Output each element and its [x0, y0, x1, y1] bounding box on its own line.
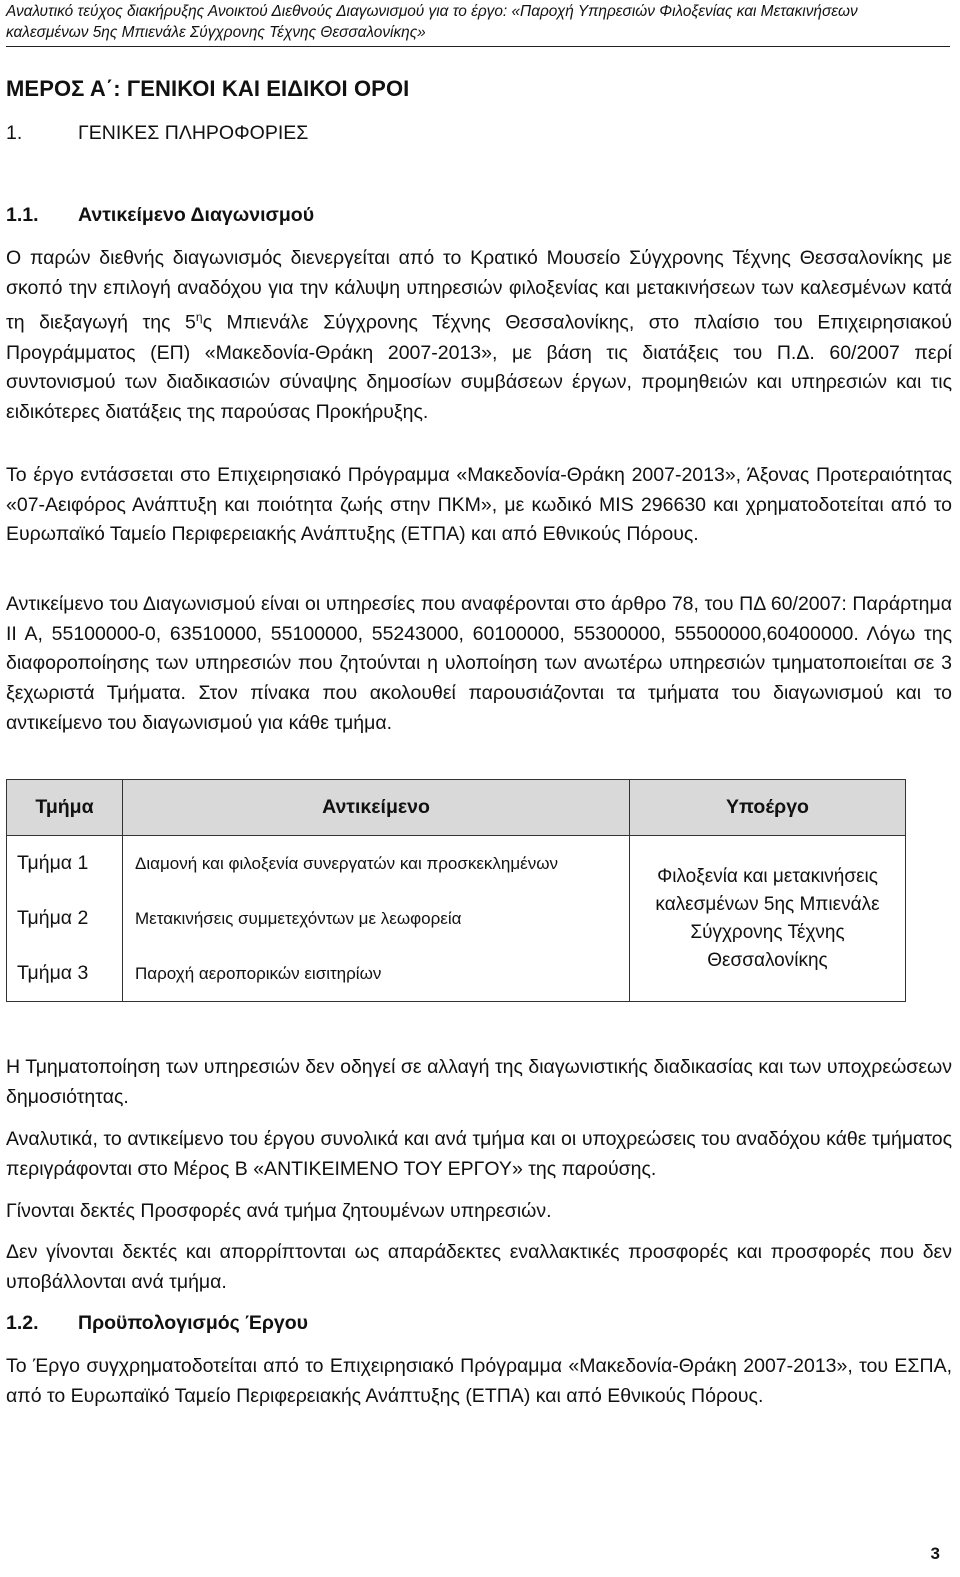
paragraph-4: Η Τμηματοποίηση των υπηρεσιών δεν οδηγεί σε αλλαγή της διαγωνιστικής διαδικασίας και των υποχρεώσεων δημοσιότητας.	[6, 1056, 952, 1108]
paragraph-3: Αντικείμενο του Διαγωνισμού είναι οι υπηρεσίες που αναφέρονται στο άρθρο 78, του ΠΔ 60/2007: Παράρτημα ΙΙ Α, 55100000-0, 63510000, 55100000, 55243000, 60100000, 55300000, 55500000,60400000. Λόγω της διαφοροποίησης των υπηρεσιών που ζητούνται η υλοποίηση των ανωτέρω υπηρεσιών τμηματοποιείται σε 3 ξεχωριστά Τμήματα. Στον πίνακα που ακολουθεί παρουσιάζονται τα τμήματα του διαγωνισμού και το αντικείμενο του διαγωνισμού για κάθε τμήμα.	[6, 593, 952, 734]
table-cell-dept: Τμήμα 1	[7, 836, 123, 892]
paragraph-6: Γίνονται δεκτές Προσφορές ανά τμήμα ζητουμένων υπηρεσιών.	[6, 1200, 552, 1222]
paragraph-1-text-b: ς Μπιενάλε Σύγχρονης Τέχνης Θεσσαλονίκης, στο πλαίσιο του Επιχειρησιακού Προγράμματος (ΕΠ) «Μακεδονία-Θράκη 2007-2013», με βάση τις διατάξεις του Π.Δ. 60/2007 περί συντονισμού των διαδικασιών σύναψης δημοσίων συμβάσεων έργων, προμηθειών και υπηρεσιών και τις ειδικότερες διατάξεις της παρούσας Προκήρυξης.	[6, 311, 952, 424]
section-1-2-number: 1.2.	[6, 1312, 39, 1334]
table-cell-object: Παροχή αεροπορικών εισιτηρίων	[123, 946, 630, 1002]
table-cell-subproject	[630, 836, 906, 1002]
section-1-1-heading	[6, 204, 314, 227]
paragraph-2: Το έργο εντάσσεται στο Επιχειρησιακό Πρόγραμμα «Μακεδονία-Θράκη 2007-2013», Άξονας Προτεραιότητας «07-Αειφόρος Ανάπτυξη και ποιότητα ζωής στην ΠΚΜ», με κωδικό MIS 296630 και χρηματοδοτείται από το Ευρωπαϊκό Ταμείο Περιφερειακής Ανάπτυξης (ΕΤΠΑ) και από Εθνικούς Πόρους.	[6, 464, 952, 546]
section-1-2-heading	[6, 1312, 308, 1335]
section-1-title: ΓΕΝΙΚΕΣ ΠΛΗΡΟΦΟΡΙΕΣ	[78, 122, 309, 144]
paragraph-7: Δεν γίνονται δεκτές και απορρίπτονται ως απαράδεκτες εναλλακτικές προσφορές και προσφορές που δεν υποβάλλονται ανά τμήμα.	[6, 1241, 952, 1293]
section-1-1-title: Αντικείμενο Διαγωνισμού	[78, 204, 315, 226]
table-header-dept: Τμήμα	[7, 780, 123, 836]
section-1-1-number: 1.1.	[6, 204, 39, 226]
table-header-object: Αντικείμενο	[123, 780, 630, 836]
paragraph-5: Αναλυτικά, το αντικείμενο του έργου συνολικά και ανά τμήμα και οι υποχρεώσεις του αναδόχου κάθε τμήματος περιγράφονται στο Μέρος Β «ΑΝΤΙΚΕΙΜΕΝΟ ΤΟΥ ΕΡΓΟΥ» της παρούσης.	[6, 1128, 952, 1180]
subprojects-table	[6, 779, 906, 1002]
paragraph-1	[6, 244, 952, 428]
paragraph-8: Το Έργο συγχρηματοδοτείται από το Επιχειρησιακό Πρόγραμμα «Μακεδονία-Θράκη 2007-2013», του ΕΣΠΑ, από το Ευρωπαϊκό Ταμείο Περιφερειακής Ανάπτυξης (ΕΤΠΑ) και από Εθνικούς Πόρους.	[6, 1355, 952, 1407]
section-1-number: 1.	[6, 122, 23, 144]
paragraph-1-superscript: η	[195, 310, 203, 325]
table-cell-object: Διαμονή και φιλοξενία συνεργατών και προσκεκλημένων	[123, 836, 630, 892]
document-page	[6, 0, 952, 1577]
header-line-2: καλεσμένων 5ης Μπιενάλε Σύγχρονης Τέχνης Θεσσαλονίκης»	[6, 24, 426, 41]
page-header	[6, 0, 950, 47]
table-subproject-text: Φιλοξενία και μετακινήσεις καλεσμένων 5ης Μπιενάλε Σύγχρονης Τέχνης Θεσσαλονίκης	[655, 865, 880, 971]
table-cell-dept: Τμήμα 3	[7, 946, 123, 1002]
table-cell-dept: Τμήμα 2	[7, 891, 123, 946]
table-cell-object: Μετακινήσεις συμμετεχόντων με λεωφορεία	[123, 891, 630, 946]
paragraph-1-text-a: Ο παρών διεθνής διαγωνισμός διενεργείται από το Κρατικό Μουσείο Σύγχρονης Τέχνης Θεσσαλονίκης με σκοπό την επιλογή αναδόχου για την κάλυψη υπηρεσιών φιλοξενίας και μετακινήσεων των καλεσμένων κατά τη διεξαγωγή της 5	[6, 247, 952, 334]
table-header-subproject: Υποέργο	[630, 780, 906, 836]
section-1-heading	[6, 122, 308, 145]
header-line-1: Αναλυτικό τεύχος διακήρυξης Ανοικτού Διεθνούς Διαγωνισμού για το έργο: «Παροχή Υπηρεσιών Φιλοξενίας και Μετακινήσεων	[6, 3, 858, 20]
page-number: 3	[930, 1544, 940, 1563]
section-1-2-title: Προϋπολογισμός Έργου	[78, 1312, 309, 1334]
part-title: ΜΕΡΟΣ Α΄: ΓΕΝΙΚΟΙ ΚΑΙ ΕΙΔΙΚΟΙ ΟΡΟΙ	[6, 76, 410, 101]
